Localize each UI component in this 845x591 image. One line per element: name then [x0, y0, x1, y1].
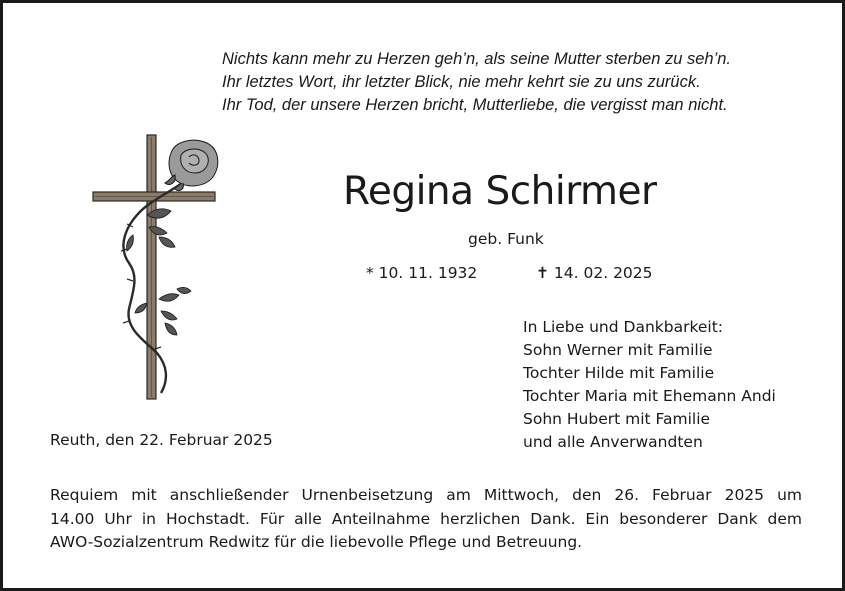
poem-line: Ihr letztes Wort, ihr letzter Blick, nie mehr kehrt sie zu uns zurück.: [222, 73, 701, 91]
poem: [222, 48, 731, 117]
maiden-name: geb. Funk: [468, 230, 544, 248]
notice-line: 14.00 Uhr in Hochstadt. Für alle Anteilnahme herzlichen Dank. Ein besonderer Dank dem: [50, 509, 802, 528]
poem-line: Nichts kann mehr zu Herzen geh’n, als seine Mutter sterben zu seh’n.: [222, 50, 732, 68]
poem-line: Ihr Tod, der unsere Herzen bricht, Mutterliebe, die vergisst man nicht.: [222, 96, 728, 114]
notice-line: Requiem mit anschließender Urnenbeisetzung am Mittwoch, den 26. Februar 2025 um: [50, 486, 802, 504]
mourner-item: Tochter Hilde mit Familie: [523, 364, 715, 382]
deceased-name: Regina Schirmer: [343, 169, 657, 214]
mourners-list: [523, 316, 776, 454]
notice-line: AWO-Sozialzentrum Redwitz für die liebevolle Pflege und Betreuung.: [50, 533, 583, 551]
mourner-item: und alle Anverwandten: [523, 433, 703, 451]
death-date: ✝ 14. 02. 2025: [536, 264, 653, 282]
mourners-heading: In Liebe und Dankbarkeit:: [523, 318, 724, 336]
birth-date: * 10. 11. 1932: [366, 264, 478, 282]
mourner-item: Tochter Maria mit Ehemann Andi: [523, 387, 776, 405]
mourner-item: Sohn Werner mit Familie: [523, 341, 713, 359]
cross-with-rose-icon: [89, 131, 229, 403]
mourner-item: Sohn Hubert mit Familie: [523, 410, 711, 428]
place-date: Reuth, den 22. Februar 2025: [50, 431, 273, 449]
funeral-notice: [50, 484, 802, 555]
